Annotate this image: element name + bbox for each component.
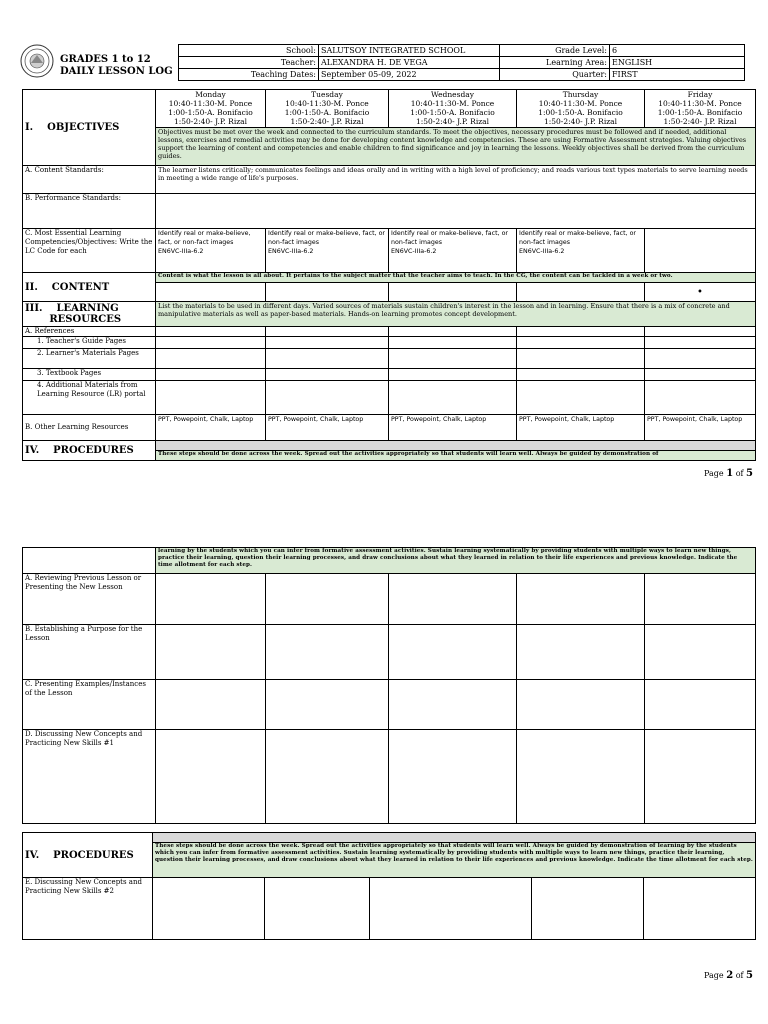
day-name: Friday	[687, 90, 713, 99]
procedures-num: IV.	[25, 849, 40, 861]
empty-cell	[645, 349, 756, 369]
empty-cell	[517, 574, 645, 625]
procedures-heading	[23, 441, 156, 461]
day-schedule-3: 1:50-2:40- J.P. Rizal	[663, 117, 737, 126]
melc-text: Identify real or make-believe, fact, or non-fact images	[391, 230, 509, 246]
procedures-label: PROCEDURES	[53, 849, 134, 861]
empty-cell	[389, 381, 517, 415]
performance-standards-label: B. Performance Standards:	[23, 194, 156, 229]
day-schedule-1: 10:40-11:30-M. Ponce	[285, 99, 369, 108]
other-resources-thursday: PPT, Powepoint, Chalk, Laptop	[517, 415, 645, 441]
grade-value: 6	[610, 45, 745, 57]
performance-standards-cell	[156, 194, 756, 229]
page-number-2	[704, 970, 753, 981]
empty-cell	[156, 337, 266, 349]
other-resources-friday: PPT, Powepoint, Chalk, Laptop	[645, 415, 756, 441]
other-resources-wednesday: PPT, Powepoint, Chalk, Laptop	[389, 415, 517, 441]
empty-cell	[156, 680, 266, 730]
melc-code: EN6VC-IIIa-6.2	[519, 248, 565, 255]
other-resources-tuesday: PPT, Powepoint, Chalk, Laptop	[266, 415, 389, 441]
school-value: SALUTSOY INTEGRATED SCHOOL	[319, 45, 500, 57]
resources-num: III.	[25, 303, 43, 314]
content-thursday	[517, 283, 645, 302]
day-schedule-1: 10:40-11:30-M. Ponce	[168, 99, 253, 108]
objectives-heading	[23, 90, 156, 166]
page-total: 5	[746, 468, 754, 479]
empty-cell	[156, 369, 266, 381]
day-schedule-1: 10:40-11:30-M. Ponce	[410, 99, 495, 108]
procedure-a-label: A. Reviewing Previous Lesson or Presenting the New Lesson	[23, 574, 156, 625]
empty-cell	[370, 878, 532, 940]
empty-cell	[517, 680, 645, 730]
melc-friday	[645, 229, 756, 273]
other-resources-monday: PPT, Powepoint, Chalk, Laptop	[156, 415, 266, 441]
day-name: Thursday	[562, 90, 599, 99]
melc-tuesday	[266, 229, 389, 273]
empty-cell	[645, 337, 756, 349]
empty-cell	[645, 327, 756, 337]
day-schedule-2: 1:00-1:50-A. Bonifacio	[657, 108, 743, 117]
day-header-monday	[156, 90, 266, 128]
procedures-heading-2	[23, 833, 153, 878]
melc-label: C. Most Essential Learning Competencies/Objectives: Write the LC Code for each	[23, 229, 156, 273]
day-schedule-2: 1:00-1:50-A. Bonifacio	[410, 108, 495, 117]
melc-text: Identify real or make-believe, fact, or non-fact images	[268, 230, 386, 246]
procedure-d-label: D. Discussing New Concepts and Practicing New Skills #1	[23, 730, 156, 824]
dates-value: September 05-09, 2022	[319, 69, 500, 81]
resources-label1: LEARNING	[56, 303, 119, 314]
empty-cell	[517, 337, 645, 349]
page-prefix: Page	[704, 971, 727, 980]
day-schedule-1: 10:40-11:30-M. Ponce	[658, 99, 742, 108]
empty-cell	[156, 381, 266, 415]
melc-wednesday	[389, 229, 517, 273]
procedures-gray-band	[153, 833, 756, 843]
page-number-1	[704, 468, 753, 479]
empty-cell	[156, 625, 266, 680]
procedures-note-line: These steps should be done across the week. Spread out the activities appropriately so that students will learn well. Always be guided by demonstration of	[156, 451, 756, 461]
empty-cell	[389, 625, 517, 680]
quarter-value: FIRST	[610, 69, 745, 81]
day-header-thursday	[517, 90, 645, 128]
day-schedule-3: 1:50-2:40- J.P. Rizal	[173, 117, 248, 126]
school-label: School:	[179, 45, 319, 57]
melc-monday	[156, 229, 266, 273]
empty-cell	[266, 369, 389, 381]
empty-cell	[517, 369, 645, 381]
melc-thursday	[517, 229, 645, 273]
form-title	[60, 54, 173, 78]
content-friday-bullet: •	[645, 283, 756, 302]
empty-cell	[266, 680, 389, 730]
procedures-num: IV.	[25, 445, 40, 456]
empty-cell	[389, 574, 517, 625]
melc-text: Identify real or make-believe, fact, or non-fact images	[519, 230, 637, 246]
day-header-wednesday	[389, 90, 517, 128]
empty-cell	[266, 730, 389, 824]
page-of: of	[733, 971, 747, 980]
content-heading	[23, 273, 156, 302]
objectives-note: Objectives must be met over the week and connected to the curriculum standards. To meet the objectives, necessary procedures must be followed and if needed, additional lessons, exercises and remedial activities may be done for developing content knowledge and competencies. These are using Formative Assessment strategies. Valuing objectives support the learning of content and competencies and enable children to find significance and joy in learning the lessons. Weekly objectives shall be derived from the curriculum guides.	[156, 128, 756, 166]
procedure-e-label: E. Discussing New Concepts and Practicing New Skills #2	[23, 878, 153, 940]
page-prefix: Page	[704, 469, 727, 478]
empty-cell	[517, 349, 645, 369]
empty-cell	[645, 369, 756, 381]
procedure-b-label: B. Establishing a Purpose for the Lesson	[23, 625, 156, 680]
empty-cell	[389, 327, 517, 337]
empty-cell	[266, 574, 389, 625]
teacher-label: Teacher:	[179, 57, 319, 69]
day-header-friday	[645, 90, 756, 128]
empty-cell	[266, 337, 389, 349]
content-tuesday	[266, 283, 389, 302]
empty-cell	[156, 730, 266, 824]
procedures-label: PROCEDURES	[53, 445, 134, 456]
empty-cell	[644, 878, 756, 940]
melc-code: EN6VC-IIIa-6.2	[268, 248, 314, 255]
form-title-line2: DAILY LESSON LOG	[60, 66, 173, 77]
empty-cell	[266, 327, 389, 337]
page-current: 2	[726, 970, 734, 981]
day-schedule-1: 10:40-11:30-M. Ponce	[538, 99, 623, 108]
empty-cell	[389, 680, 517, 730]
melc-code: EN6VC-IIIa-6.2	[158, 248, 204, 255]
procedures-gray-band	[156, 441, 756, 451]
day-schedule-3: 1:50-2:40- J.P. Rizal	[415, 117, 490, 126]
procedure-c-label: C. Presenting Examples/Instances of the Lesson	[23, 680, 156, 730]
day-header-tuesday	[266, 90, 389, 128]
empty-cell	[517, 381, 645, 415]
other-resources-label: B. Other Learning Resources	[23, 415, 156, 441]
textbook-pages-label: 3. Textbook Pages	[23, 369, 156, 381]
teachers-guide-label: 1. Teacher's Guide Pages	[23, 337, 156, 349]
form-title-line1: GRADES 1 to 12	[60, 54, 151, 65]
empty-cell	[266, 381, 389, 415]
dates-label: Teaching Dates:	[179, 69, 319, 81]
day-name: Monday	[195, 90, 226, 99]
content-note: Content is what the lesson is all about. It pertains to the subject matter that the teacher aims to teach. In the CG, the content can be tackled in a week or two.	[156, 273, 756, 283]
learners-materials-label: 2. Learner's Materials Pages	[23, 349, 156, 369]
page-current: 1	[726, 468, 734, 479]
references-label: A. References	[23, 327, 156, 337]
empty-cell	[532, 878, 644, 940]
additional-materials-label: 4. Additional Materials from Learning Resource (LR) portal	[23, 381, 156, 415]
empty-cell	[156, 327, 266, 337]
day-schedule-2: 1:00-1:50-A. Bonifacio	[538, 108, 623, 117]
objectives-label: OBJECTIVES	[47, 122, 120, 133]
page-total: 5	[746, 970, 754, 981]
teacher-value: ALEXANDRA H. DE VEGA	[319, 57, 500, 69]
procedures-note-full: These steps should be done across the week. Spread out the activities appropriately so that students will learn well. Always be guided by demonstration of learning by the students which you can infer from formative assessment activities. Sustain learning systematically by providing students with multiple ways to learn new things, practice their learning, question their learning processes, and draw conclusions about what they learned in relation to their life experiences and previous knowledge. Indicate the time allotment for each step.	[153, 843, 756, 878]
empty-label-cell	[23, 548, 156, 574]
objectives-num: I.	[25, 122, 34, 133]
lesson-log-table-page2-procedures	[22, 832, 756, 940]
empty-cell	[645, 680, 756, 730]
resources-heading	[23, 302, 156, 327]
day-name: Wednesday	[431, 90, 474, 99]
resources-note: List the materials to be used in different days. Varied sources of materials sustain children's interest in the lesson and in learning. Ensure that there is a mix of concrete and manipulative materials as well as paper-based materials. Hands-on learning promotes concept development.	[156, 302, 756, 327]
empty-cell	[645, 625, 756, 680]
empty-cell	[156, 349, 266, 369]
quarter-label: Quarter:	[500, 69, 610, 81]
empty-cell	[389, 337, 517, 349]
empty-cell	[266, 349, 389, 369]
empty-cell	[266, 625, 389, 680]
empty-cell	[645, 381, 756, 415]
resources-label2: RESOURCES	[49, 314, 122, 325]
day-schedule-3: 1:50-2:40- J.P. Rizal	[543, 117, 618, 126]
lesson-log-table-page1	[22, 89, 756, 461]
day-schedule-2: 1:00-1:50-A. Bonifacio	[284, 108, 370, 117]
empty-cell	[645, 730, 756, 824]
content-wednesday	[389, 283, 517, 302]
grade-label: Grade Level:	[500, 45, 610, 57]
empty-cell	[517, 625, 645, 680]
content-num: II.	[25, 281, 38, 293]
day-schedule-2: 1:00-1:50-A. Bonifacio	[168, 108, 253, 117]
empty-cell	[517, 730, 645, 824]
empty-cell	[389, 730, 517, 824]
day-schedule-3: 1:50-2:40- J.P. Rizal	[290, 117, 364, 126]
empty-cell	[389, 349, 517, 369]
page-of: of	[733, 469, 747, 478]
empty-cell	[389, 369, 517, 381]
header-info-table	[178, 44, 745, 81]
content-standards-text: The learner listens critically; communicates feelings and ideas orally and in writing with a high level of proficiency; and reads various text types materials to serve learning needs in meeting a wide range of life's purposes.	[156, 166, 756, 194]
day-name: Tuesday	[311, 90, 343, 99]
empty-cell	[517, 327, 645, 337]
deped-seal-logo	[20, 44, 54, 78]
melc-code: EN6VC-IIIa-6.2	[391, 248, 437, 255]
empty-cell	[645, 574, 756, 625]
empty-cell	[265, 878, 370, 940]
lesson-log-table-page2	[22, 547, 756, 824]
empty-cell	[156, 574, 266, 625]
content-standards-label: A. Content Standards:	[23, 166, 156, 194]
content-label: CONTENT	[51, 281, 110, 293]
area-value: ENGLISH	[610, 57, 745, 69]
content-monday	[156, 283, 266, 302]
procedures-note-continued: learning by the students which you can infer from formative assessment activities. Sustain learning systematically by providing students with multiple ways to learn new things, practice their learning, question their learning processes, and draw conclusions about what they learned in relation to their life experiences and previous knowledge. Indicate the time allotment for each step.	[156, 548, 756, 574]
empty-cell	[153, 878, 265, 940]
melc-text: Identify real or make-believe, fact, or non-fact images	[158, 230, 251, 246]
area-label: Learning Area:	[500, 57, 610, 69]
